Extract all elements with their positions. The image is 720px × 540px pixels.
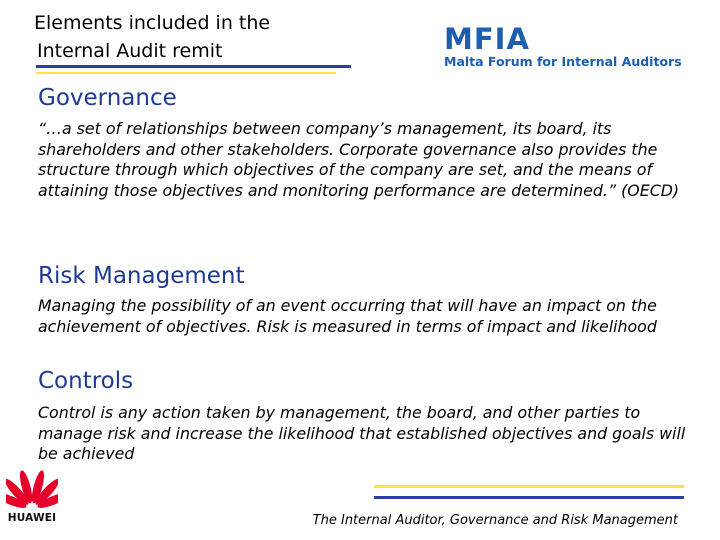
slide-title-line-2: Internal Audit remit: [37, 40, 223, 62]
huawei-petals-icon: [6, 465, 58, 511]
footer-rule-yellow: [374, 485, 684, 488]
slide-title-line-1: Elements included in the: [34, 12, 271, 34]
mfia-logo: [444, 24, 694, 70]
title-underline-blue: [36, 65, 351, 68]
huawei-logo: [0, 465, 64, 524]
slide-title: [34, 9, 334, 65]
risk-management-text: Managing the possibility of an event occurring that will have an impact on the achievement of objectives. Risk is measured in terms of impact and likelihood: [38, 296, 657, 336]
mfia-logo-subtitle: Malta Forum for Internal Auditors: [444, 54, 682, 69]
title-underline-yellow: [36, 72, 336, 74]
governance-text: “…a set of relationships between company’s management, its board, its shareholders and other stakeholders. Corporate governance also provides the structure through which objectives of the company are set, and the means of attaining those objectives and monitoring performance are determined.” (OECD): [38, 119, 680, 200]
controls-text: Control is any action taken by management, the board, and other parties to manage risk and increase the likelihood that established objectives and goals will be achieved: [38, 403, 686, 463]
footer-rule-blue: [374, 496, 684, 499]
risk-management-heading: Risk Management: [38, 263, 245, 289]
footer-caption: The Internal Auditor, Governance and Risk Management: [312, 513, 678, 528]
governance-heading: Governance: [38, 85, 177, 111]
mfia-logo-mark: MFIA: [444, 22, 530, 56]
controls-heading: Controls: [38, 368, 134, 394]
huawei-wordmark: HUAWEI: [7, 512, 57, 524]
